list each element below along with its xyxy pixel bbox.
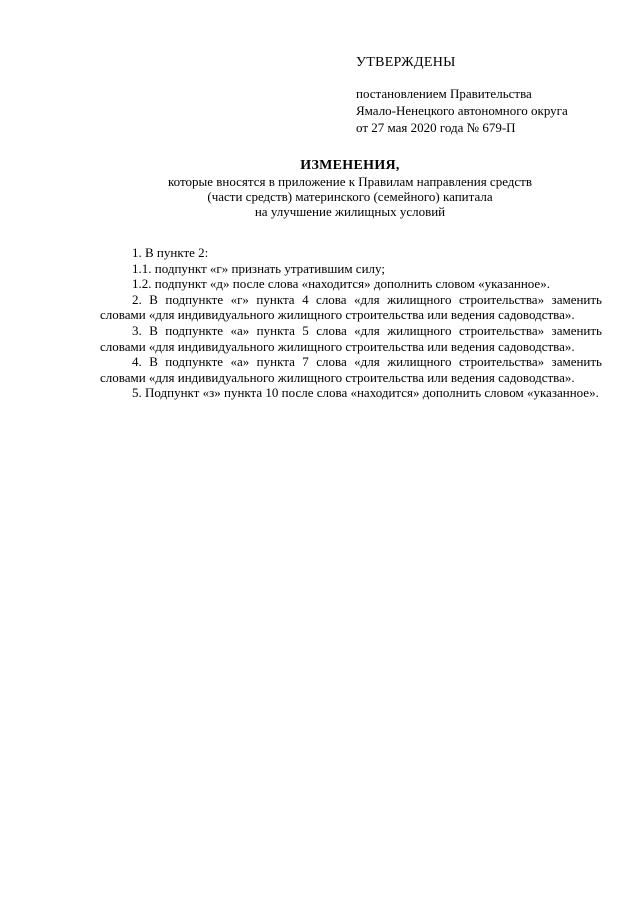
paragraph: 5. Подпункт «з» пункта 10 после слова «находится» дополнить словом «указанное». xyxy=(132,385,599,401)
document-title: ИЗМЕНЕНИЯ, xyxy=(300,158,400,173)
approval-line-3: от 27 мая 2020 года № 679-П xyxy=(356,120,516,135)
heading-line-3: на улучшение жилищных условий xyxy=(254,204,446,219)
paragraph: 1. В пункте 2: xyxy=(132,245,209,260)
paragraph: 3. В подпункте «а» пункта 5 слова «для жилищного строительства» заменить словами «для индивидуального жилищного строительства или ведения садоводства». xyxy=(100,322,602,354)
heading-line-2: (части средств) материнского (семейного) капитала xyxy=(207,189,493,204)
approval-line-1: постановлением Правительства xyxy=(356,86,532,101)
paragraph: 2. В подпункте «г» пункта 4 слова «для жилищного строительства» заменить словами «для индивидуального жилищного строительства или ведения садоводства». xyxy=(100,291,602,323)
document-heading xyxy=(100,158,600,219)
approval-title: УТВЕРЖДЕНЫ xyxy=(356,55,456,70)
paragraph: 1.2. подпункт «д» после слова «находится» дополнить словом «указанное». xyxy=(132,276,550,292)
approval-block xyxy=(356,54,626,136)
paragraph: 1.1. подпункт «г» признать утратившим силу; xyxy=(132,260,385,276)
heading-line-1: которые вносятся в приложение к Правилам направления средств xyxy=(167,174,532,189)
document-body xyxy=(100,245,602,401)
approval-line-2: Ямало-Ненецкого автономного округа xyxy=(356,103,568,118)
paragraph: 4. В подпункте «а» пункта 7 слова «для жилищного строительства» заменить словами «для индивидуального жилищного строительства или ведения садоводства». xyxy=(100,354,602,385)
